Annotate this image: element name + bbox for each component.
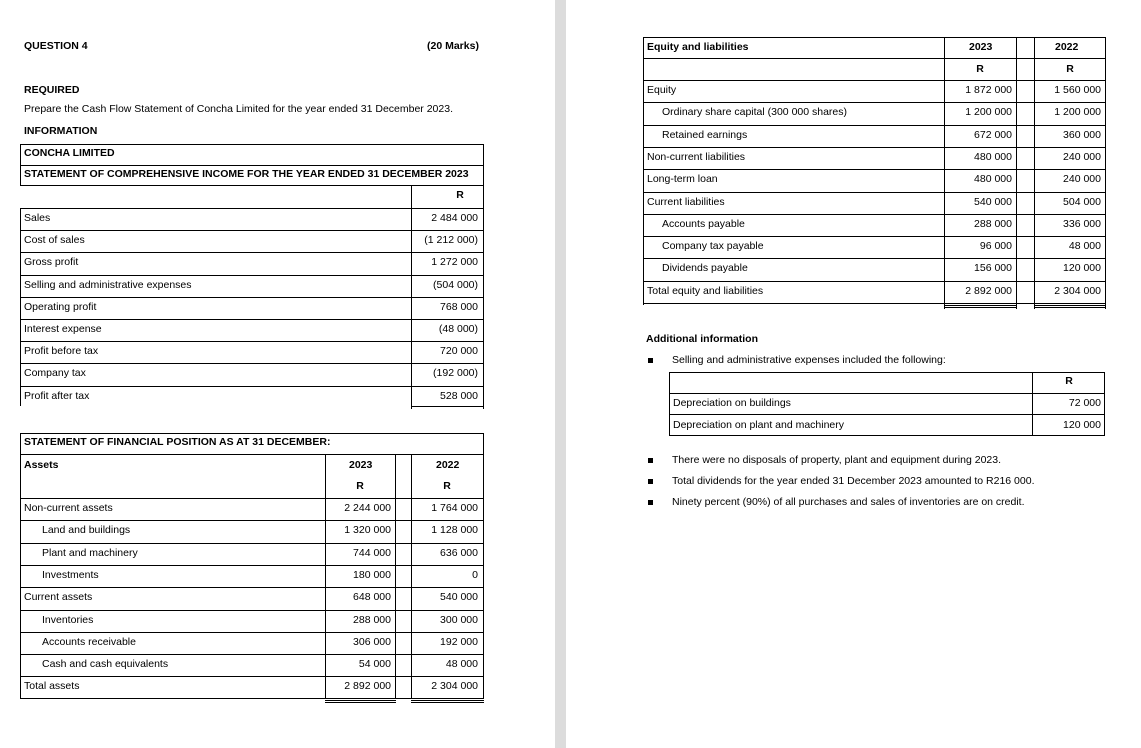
asset-row-value-2023: 744 000: [353, 546, 391, 559]
asset-row-label: Investments: [42, 568, 99, 581]
row-line: [411, 406, 484, 407]
row-line: [20, 543, 484, 544]
dep-row-label: Depreciation on plant and machinery: [673, 418, 845, 431]
equity-row-value-2023: 96 000: [979, 240, 1012, 253]
asset-row-value-2022: 48 000: [445, 658, 478, 671]
asset-row-value-2023: 1 320 000: [344, 524, 391, 537]
asset-row-value-2022: 636 000: [440, 546, 478, 559]
bullet-icon: [648, 479, 653, 484]
income-row-value: (48 000): [438, 323, 478, 335]
income-row-label: Company tax: [24, 367, 86, 380]
dep-row-label: Depreciation on buildings: [673, 397, 791, 409]
row-line: [643, 102, 1105, 103]
page-left: [0, 0, 555, 748]
asset-row-value-2022: 1 128 000: [431, 524, 478, 537]
asset-row-value-2022: 1 764 000: [431, 502, 478, 514]
equity-row-value-2023: 480 000: [974, 150, 1012, 163]
equity-year1: 2023: [969, 41, 993, 53]
asset-row-label: Current assets: [24, 591, 93, 604]
income-row-label: Selling and administrative expenses: [24, 278, 192, 291]
asset-row-label: Land and buildings: [42, 524, 131, 537]
equity-row-label: Accounts payable: [662, 217, 745, 230]
income-currency: R: [456, 189, 464, 201]
required-heading: REQUIRED: [24, 84, 80, 96]
income-row-value: 720 000: [440, 345, 478, 358]
equity-row-label: Long-term loan: [647, 173, 718, 186]
equity-currency1: R: [976, 63, 984, 75]
dep-row-value: 120 000: [1063, 418, 1101, 431]
equity-row-value-2022: 48 000: [1068, 240, 1101, 253]
asset-row-label: Inventories: [42, 613, 94, 626]
income-row-value: (192 000): [433, 367, 478, 380]
row-line: [643, 192, 1105, 193]
row-line: [20, 341, 484, 342]
row-line: [20, 230, 484, 231]
additional-heading: Additional information: [646, 333, 758, 345]
income-row-label: Operating profit: [24, 300, 97, 313]
asset-row-value-2022: 300 000: [440, 613, 478, 626]
row-line: [643, 303, 1105, 304]
asset-row-value-2023: 180 000: [353, 568, 391, 581]
row-line: [643, 281, 1105, 282]
asset-row-label: Plant and machinery: [42, 546, 138, 559]
dep-row-value: 72 000: [1068, 397, 1101, 409]
asset-row-label: Cash and cash equivalents: [42, 658, 169, 671]
asset-row-value-2023: 288 000: [353, 613, 391, 626]
asset-row-value-2022: 540 000: [440, 591, 478, 604]
bullet-icon: [648, 500, 653, 505]
row-line: [643, 125, 1105, 126]
asset-row-value-2023: 2 892 000: [344, 680, 391, 693]
bullet-text: There were no disposals of property, plant and equipment during 2023.: [672, 454, 1002, 466]
assets-heading: Assets: [24, 459, 59, 471]
equity-row-value-2023: 480 000: [974, 173, 1012, 186]
asset-row-value-2023: 54 000: [358, 658, 391, 671]
income-row-label: Profit after tax: [24, 389, 90, 402]
equity-row-label: Ordinary share capital (300 000 shares): [662, 106, 848, 119]
dep-currency: R: [1065, 375, 1073, 387]
income-row-value: 768 000: [440, 300, 478, 313]
bullet-icon: [648, 458, 653, 463]
equity-row-value-2023: 1 872 000: [965, 84, 1012, 96]
income-row-label: Interest expense: [24, 323, 102, 335]
equity-row-value-2022: 120 000: [1063, 262, 1101, 275]
company-name: CONCHA LIMITED: [24, 147, 115, 159]
equity-row-value-2022: 504 000: [1063, 195, 1101, 208]
row-line: [643, 80, 1105, 81]
assets-year1: 2023: [349, 459, 373, 471]
income-row-value: 2 484 000: [431, 212, 478, 224]
income-row-label: Sales: [24, 212, 51, 224]
double-underline: [325, 700, 396, 703]
row-line: [20, 520, 484, 521]
row-line: [20, 698, 484, 699]
row-line: [20, 654, 484, 655]
equity-row-label: Company tax payable: [662, 240, 764, 253]
equity-row-value-2022: 240 000: [1063, 150, 1101, 163]
row-line: [20, 587, 484, 588]
equity-row-value-2022: 336 000: [1063, 217, 1101, 230]
sfp-title: STATEMENT OF FINANCIAL POSITION AS AT 31 DECEMBER:: [24, 436, 331, 448]
equity-row-value-2023: 1 200 000: [965, 106, 1012, 119]
equity-row-label: Equity: [647, 84, 677, 96]
question-number: QUESTION 4: [24, 40, 88, 52]
equity-row-label: Current liabilities: [647, 195, 725, 208]
asset-row-value-2023: 2 244 000: [344, 502, 391, 514]
row-line: [20, 363, 484, 364]
equity-row-label: Retained earnings: [662, 128, 748, 141]
asset-row-label: Accounts receivable: [42, 635, 136, 648]
row-line: [20, 275, 484, 276]
page-right: [566, 0, 1141, 748]
row-line: [20, 208, 21, 406]
double-underline: [411, 700, 484, 703]
row-line: [20, 610, 484, 611]
income-row-value: 1 272 000: [431, 256, 478, 269]
row-line: [643, 147, 1105, 148]
information-heading: INFORMATION: [24, 125, 98, 137]
equity-row-value-2023: 288 000: [974, 217, 1012, 230]
income-title: STATEMENT OF COMPREHENSIVE INCOME FOR THE YEAR ENDED 31 DECEMBER 2023: [24, 168, 469, 180]
row-line: [643, 258, 1105, 259]
required-text: Prepare the Cash Flow Statement of Concha Limited for the year ended 31 December 2023.: [24, 103, 453, 115]
equity-row-value-2022: 2 304 000: [1054, 284, 1101, 297]
double-underline: [944, 305, 1017, 308]
income-row-value: (1 212 000): [424, 234, 478, 247]
double-underline: [1034, 305, 1106, 308]
asset-row-value-2023: 648 000: [353, 591, 391, 604]
assets-currency2: R: [443, 480, 451, 492]
bullet-text: Ninety percent (90%) of all purchases and sales of inventories are on credit.: [672, 496, 1025, 508]
row-line: [643, 214, 1105, 215]
asset-row-label: Non-current assets: [24, 502, 113, 514]
equity-row-value-2022: 1 560 000: [1054, 84, 1101, 96]
asset-row-label: Total assets: [24, 680, 80, 693]
row-line: [20, 319, 484, 320]
equity-row-value-2022: 360 000: [1063, 128, 1101, 141]
bullet-icon: [648, 358, 653, 363]
asset-row-value-2022: 0: [472, 568, 478, 581]
equity-row-label: Dividends payable: [662, 262, 748, 275]
row-line: [20, 297, 484, 298]
equity-row-label: Non-current liabilities: [647, 150, 746, 163]
row-line: [20, 252, 484, 253]
assets-year2: 2022: [436, 459, 460, 471]
equity-row-value-2023: 540 000: [974, 195, 1012, 208]
equity-row-value-2022: 240 000: [1063, 173, 1101, 186]
equity-row-value-2023: 156 000: [974, 262, 1012, 275]
income-row-label: Profit before tax: [24, 345, 99, 358]
asset-row-value-2022: 2 304 000: [431, 680, 478, 693]
asset-row-value-2023: 306 000: [353, 635, 391, 648]
income-row-value: 528 000: [440, 389, 478, 402]
assets-currency1: R: [356, 480, 364, 492]
equity-heading: Equity and liabilities: [647, 41, 749, 53]
row-line: [643, 236, 1105, 237]
row-line: [20, 498, 484, 499]
row-line: [20, 676, 484, 677]
equity-row-value-2022: 1 200 000: [1054, 106, 1101, 119]
row-line: [20, 208, 484, 209]
row-line: [20, 632, 484, 633]
bullet-text: Total dividends for the year ended 31 December 2023 amounted to R216 000.: [672, 475, 1035, 487]
equity-row-value-2023: 672 000: [974, 128, 1012, 141]
row-line: [20, 565, 484, 566]
asset-row-value-2022: 192 000: [440, 635, 478, 648]
income-row-label: Gross profit: [24, 256, 79, 269]
page-gutter: [555, 0, 566, 748]
income-row-label: Cost of sales: [24, 234, 85, 247]
equity-currency2: R: [1066, 63, 1074, 75]
equity-row-value-2023: 2 892 000: [965, 284, 1012, 297]
question-marks: (20 Marks): [427, 40, 479, 52]
equity-row-label: Total equity and liabilities: [647, 284, 764, 297]
equity-year2: 2022: [1055, 41, 1079, 53]
income-row-value: (504 000): [433, 278, 478, 291]
bullet-text-1: Selling and administrative expenses included the following:: [672, 354, 946, 366]
row-line: [20, 386, 484, 387]
row-line: [643, 169, 1105, 170]
